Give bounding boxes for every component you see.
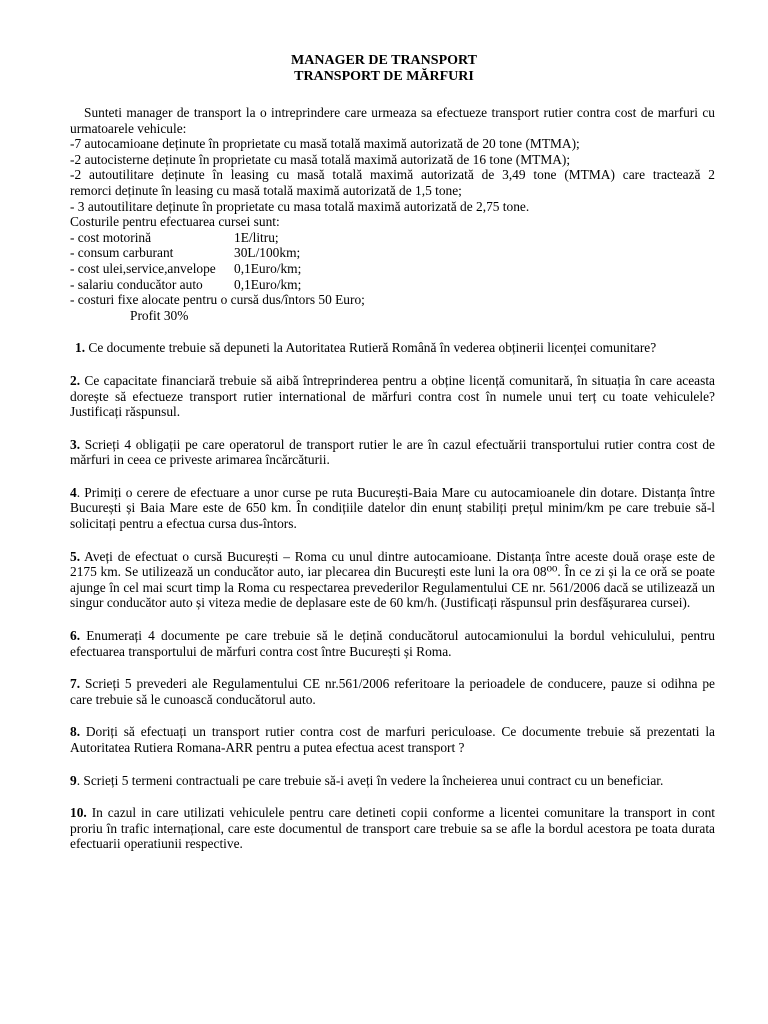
question-number: 7.: [70, 676, 81, 692]
question-number: 1.: [75, 340, 86, 356]
vehicle-item: remorci deținute în leasing cu masă totală maximă autorizată de 1,5 tone;: [70, 182, 462, 198]
vehicle-item: -2 autoutilitare deținute în leasing cu masă totală maximă autorizată de 3,49 tone (MTMA) care tractează 2: [70, 167, 715, 183]
vehicle-item: - 3 autoutilitare deținute în proprietate cu masa totală maximă autorizată de 2,75 tone.: [70, 198, 530, 214]
question-7: [70, 676, 715, 707]
question-number: 8.: [70, 724, 81, 740]
profit-line: Profit 30%: [130, 307, 189, 323]
question-text: In cazul in care utilizati vehiculele pentru care detineti copii conforme a licentei comunitare la transport in cont proriu în trafic internațional, care este documentul de transport care trebuie sa se afle la bordul acestora pe toata durata efectuarii operatiunii respective.: [70, 805, 715, 852]
costs-heading: Costurile pentru efectuarea cursei sunt:: [70, 214, 280, 230]
question-text: . Scrieți 5 termeni contractuali pe care trebuie să-i aveți în vedere la încheierea unui contract cu un beneficiar.: [76, 772, 664, 788]
question-text: Doriți să efectuați un transport rutier contra cost de marfuri periculoase. Ce documente trebuie să prezentati la Autoritatea Rutiera Romana-ARR pentru a putea efectua acest transport ?: [70, 724, 715, 755]
question-2: [70, 373, 715, 420]
vehicle-item: -2 autocisterne deținute în proprietate cu masă totală maximă autorizată de 16 tone (MTMA);: [70, 151, 571, 167]
cost-label: - cost ulei,service,anvelope: [70, 260, 216, 276]
question-6: [70, 628, 715, 659]
cost-item: [70, 277, 715, 293]
cost-label: - cost motorină: [70, 229, 152, 245]
document-title: MANAGER DE TRANSPORT: [291, 53, 477, 68]
question-number: 4: [70, 484, 77, 500]
question-number: 6.: [70, 628, 81, 644]
question-1: [70, 340, 715, 356]
fixed-costs: - costuri fixe alocate pentru o cursă dus/întors 50 Euro;: [70, 292, 365, 308]
question-number: 5.: [70, 548, 81, 564]
cost-value: 0,1Euro/km;: [234, 276, 302, 292]
cost-item: [70, 261, 715, 277]
document-subtitle: TRANSPORT DE MĂRFURI: [294, 69, 474, 84]
document-body: [70, 105, 715, 852]
vehicle-list: [70, 136, 715, 214]
question-9: [70, 773, 715, 789]
cost-label: - salariu conducător auto: [70, 276, 203, 292]
question-text: Ce capacitate financiară trebuie să aibă întreprinderea pentru a obține licență comunitară, în situația în care aceasta dorește să efectueze transport rutier international de mărfuri contra cost în numele unui terț cu toate vehiculele? Justificați răspunsul.: [70, 372, 715, 420]
question-number: 10.: [70, 805, 87, 821]
question-text: . Primiți o cerere de efectuare a unor curse pe ruta București-Baia Mare cu autocamioanele din dotare. Distanța între București și Baia Mare este de 650 km. În condițiile datelor din enunț stabiliți prețul minim/km pe care trebuie să-l solicitați pentru a efectua cursa dus-întors.: [70, 484, 715, 532]
question-number: 2.: [70, 372, 81, 388]
question-4: [70, 485, 715, 532]
question-text: Scrieți 4 obligații pe care operatorul de transport rutier le are în cazul efectuării transportului rutier contra cost de mărfuri in ceea ce priveste arimarea încărcăturii.: [70, 436, 715, 468]
cost-item: [70, 230, 715, 246]
question-8: [70, 724, 715, 755]
question-number: 3.: [70, 436, 81, 452]
vehicle-item: -7 autocamioane deținute în proprietate cu masă totală maximă autorizată de 20 tone (MTMA);: [70, 136, 580, 152]
question-3: [70, 437, 715, 468]
question-text: Aveți de efectuat o cursă București – Roma cu unul dintre autocamioane. Distanța între aceste două orașe este de 2175 km. Se utilizează un conducător auto, iar plecarea din București este luni la ora 08⁰⁰. În ce zi și la ce oră se poate ajunge în cel mai scurt timp la Roma cu respectarea prevederilor Regulamentului CE nr. 561/2006 dacă se utilizează un singur conducător auto și viteza medie de deplasare este de 60 km/h. (Justificați răspunsul prin desfășurarea cursei).: [70, 548, 715, 611]
question-5: [70, 549, 715, 611]
question-number: 9: [70, 772, 77, 788]
cost-value: 0,1Euro/km;: [234, 260, 302, 276]
cost-item: [70, 245, 715, 261]
cost-value: 30L/100km;: [234, 245, 301, 261]
question-text: Enumerați 4 documente pe care trebuie să le dețină conducătorul autocamionului la bordul vehiculului, pentru efectuarea transportului de mărfuri contra cost între București și Roma.: [70, 628, 715, 659]
intro-paragraph: Sunteti manager de transport la o intreprindere care urmeaza sa efectueze transport rutier contra cost de marfuri cu urmatoarele vehicule:: [70, 105, 715, 136]
cost-list: [70, 230, 715, 292]
cost-value: 1E/litru;: [234, 229, 279, 245]
cost-label: - consum carburant: [70, 245, 174, 261]
question-text: Scrieți 5 prevederi ale Regulamentului CE nr.561/2006 referitoare la perioadele de conducere, pauze si odihna pe care trebuie să le cunoască conducătorul auto.: [70, 676, 715, 707]
question-text: Ce documente trebuie să depuneti la Autoritatea Rutieră Română în vederea obținerii licenței comunitare?: [85, 340, 657, 356]
question-10: [70, 805, 715, 852]
